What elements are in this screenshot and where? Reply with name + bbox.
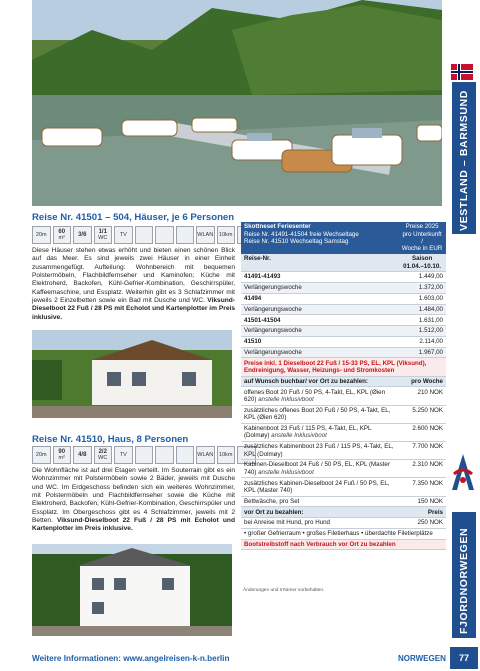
optional-row: zusätzliches offenes Boot 20 Fuß / 50 PS, 4-Takt, EL, KPL (Øien 620) 5.250 NOK	[241, 405, 446, 423]
tv-icon: TV	[114, 446, 133, 464]
price-row: Verlängerungswoche 1.512,00	[241, 326, 446, 337]
page-number: 77	[450, 647, 478, 669]
section2-description: Die Wohnfläche ist auf drei Etagen verteilt. Im Souterrain gibt es ein Wohnzimmer mit Polstermöbeln sowie 2 Bäder, jeweils mit Dusche und WC. Im Erdgeschoss befinden sich ein weiteres Wohnzimmer, mit Polstermöbeln und Flachbildfernseher sowie die Küche mit Elektroherd, Backofen, Kühl-Gefrier-Kombination, Geschirrspüler und Essplatz. Im Obergeschoss gibt es 4 Schlafzimmer, jeweils mit 2 Betten. Viksund-Dieselboot 22 Fuß / 28 PS mit Echolot und Kartenplotter im Preis inklusive.	[32, 467, 235, 533]
shop-distance-icon: 10km	[217, 446, 236, 464]
price-row: 41501-41504 1.631,00	[241, 315, 446, 326]
size-icon: 60 m²	[53, 226, 72, 244]
optional-row: Kabinen-Dieselboot 24 Fuß / 50 PS, EL, KPL (Master 740) anstelle Inklusivboot 2.310 NOK	[241, 460, 446, 478]
norway-flag	[450, 64, 474, 80]
fireplace-icon	[155, 446, 174, 464]
price-row: Verlängerungswoche 1.372,00	[241, 282, 446, 293]
optional-row: Kabinenboot 23 Fuß / 115 PS, 4-Takt, EL, KPL (Dolmøy) anstelle Inklusivboot 2.600 NOK	[241, 423, 446, 441]
rooms-icon: 4/8	[73, 446, 92, 464]
wifi-icon: WLAN	[196, 226, 215, 244]
section2-icon-row	[32, 446, 256, 464]
distance-water-icon: 20m	[32, 446, 51, 464]
house1-photo	[32, 330, 232, 418]
price-table	[241, 222, 446, 550]
footnote: Änderungen und Irrtümer vorbehalten.	[243, 588, 325, 593]
extras-row: • großer Gefrierraum • großes Filetierhaus • überdachte Filetierplätze	[241, 528, 446, 539]
bath-icon: 2/2 WC	[94, 446, 113, 464]
section1-icon-row	[32, 226, 256, 244]
optional-row: offenes Boot 20 Fuß / 50 PS, 4-Takt, EL, KPL (Øien 620) anstelle Inklusivboot 210 NOK	[241, 387, 446, 405]
price-table-column-header: Reise-Nr. Saison 01.04.–10.10.	[241, 254, 446, 272]
footer-website: Weitere Informationen: www.angelreisen-k-n.berlin	[32, 654, 230, 663]
size-icon: 90 m²	[53, 446, 72, 464]
price-row: 41494 1.603,00	[241, 293, 446, 304]
footer-country: NORWEGEN	[398, 654, 446, 663]
price-row: Verlängerungswoche 1.967,00	[241, 347, 446, 358]
region-label-bottom: FJORDNORWEGEN	[458, 527, 470, 634]
optional-row: Bettwäsche, pro Set 150 NOK	[241, 496, 446, 507]
flag-icon	[135, 226, 154, 244]
price-row: Verlängerungswoche 1.484,00	[241, 304, 446, 315]
onsite-header: vor Ort zu bezahlen: Preis	[241, 507, 446, 518]
section2-title: Reise Nr. 41510, Haus, 8 Personen	[32, 434, 189, 445]
shop-distance-icon: 10km	[217, 226, 236, 244]
section1-title: Reise Nr. 41501 – 504, Häuser, je 6 Personen	[32, 212, 235, 223]
flag-icon	[135, 446, 154, 464]
house2-photo	[32, 544, 232, 636]
tv-icon: TV	[114, 226, 133, 244]
marina-photo	[32, 0, 442, 206]
angelreisen-logo	[450, 452, 476, 492]
optional-header: auf Wunsch buchbar/ vor Ort zu bezahlen: pro Woche	[241, 376, 446, 387]
included-note: Preise inkl. 1 Dieselboot 22 Fuß / 15-33 PS, EL, KPL (Viksund), Endreinigung, Wasser, Heizungs- und Stromkosten	[241, 358, 446, 376]
bath-icon: 1/1 WC	[94, 226, 113, 244]
washer-icon	[176, 446, 195, 464]
distance-water-icon: 20m	[32, 226, 51, 244]
section1-description: Diese Häuser stehen etwas erhöht und bieten einen schönen Blick auf das Meer. Es sind jeweils zwei Häuser in einer Einheit zusammengefügt. Aufteilung: Wohnbereich mit bequemen Polstermöbeln, Flachbildfernseher und Kaminofen; Küche mit Elektroherd, Backofen, Kühl-Gefrier-Kombination, Geschirrspüler, Kaffeemaschine, und Essplatz. Weiterhin gibt es 3 Schlafzimmer mit jeweils 2 Einzelbetten sowie ein Bad mit Dusche und WC. Viksund-Dieselboot 22 Fuß / 28 PS mit Echolot und Kartenplotter im Preis inklusive.	[32, 247, 235, 321]
price-table-header: Skottneset Feriesenter Reise Nr. 41491-41504 freie Wechseltage Reise Nr. 41510 Wechseltag Samstag Preise 2025 pro Unterkunft / Woche in EUR	[241, 222, 446, 254]
price-row: 41491-41493 1.449,00	[241, 272, 446, 283]
fireplace-icon	[155, 226, 174, 244]
region-label-top: VESTLAND – BARMSUND	[458, 90, 470, 231]
onsite-row: bei Anreise mit Hund, pro Hund 250 NOK	[241, 518, 446, 529]
fuel-note: Bootstreibstoff nach Verbrauch vor Ort zu bezahlen	[241, 539, 446, 550]
rooms-icon: 3/6	[73, 226, 92, 244]
optional-row: zusätzliches Kabinen-Dieselboot 24 Fuß / 50 PS, EL, KPL (Master 740) 7.350 NOK	[241, 478, 446, 496]
optional-row: zusätzliches Kabinenboot 23 Fuß / 115 PS, 4-Takt, EL, KPL (Dolmøy) 7.700 NOK	[241, 441, 446, 459]
price-row: 41510 2.114,00	[241, 336, 446, 347]
wifi-icon: WLAN	[196, 446, 215, 464]
washer-icon	[176, 226, 195, 244]
